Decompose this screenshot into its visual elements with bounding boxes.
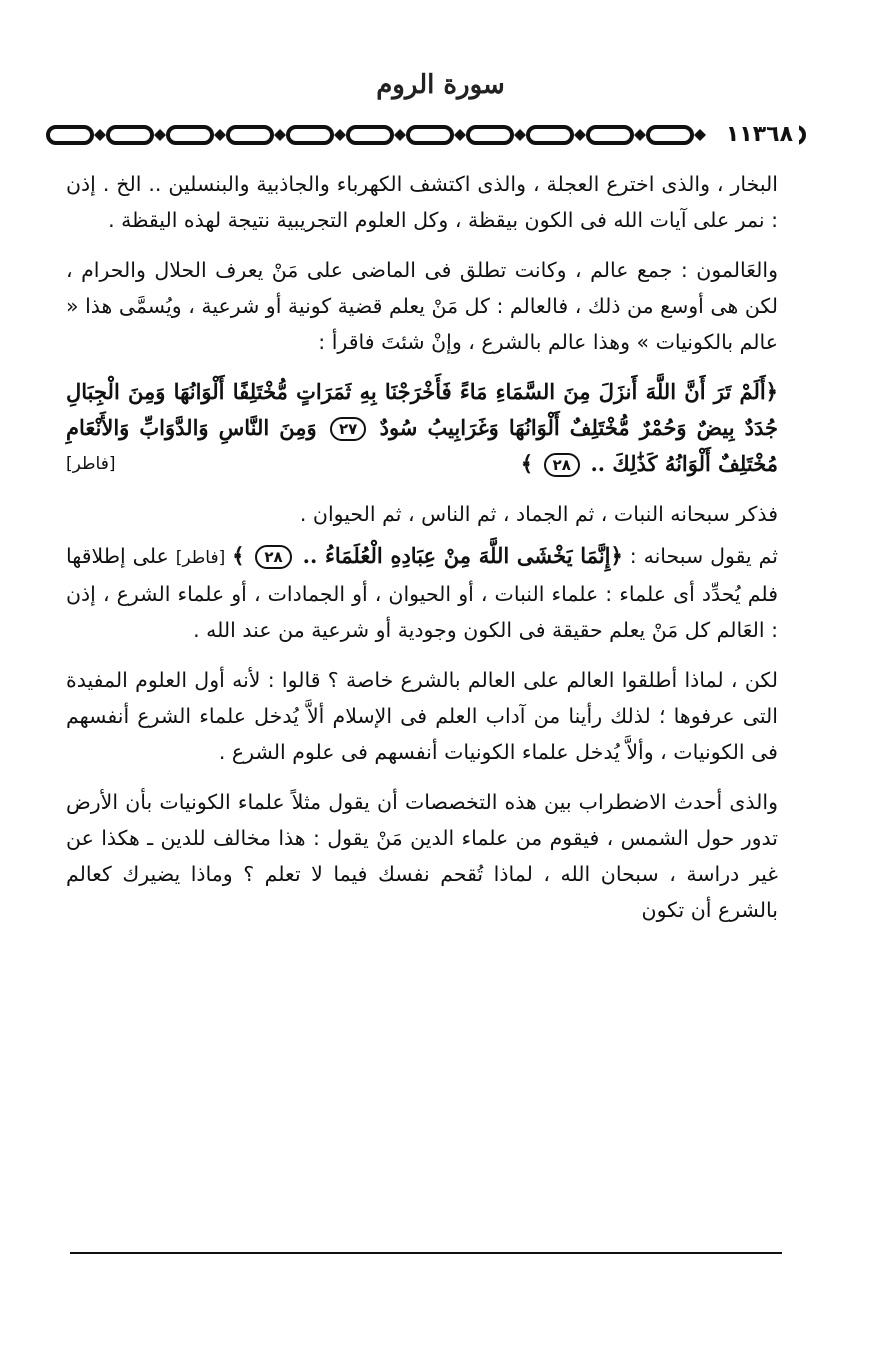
paragraph-6: والذى أحدث الاضطراب بين هذه التخصصات أن يقول مثلاً علماء الكونيات بأن الأرض تدور حول الشمس ، فيقوم من علماء الدين مَنْ يقول : هذا مخالف للدين ـ هكذا عن غير دراسة ، سبحان الله ، لماذا تُقحم نفسك فيما لا تعلم ؟ وماذا يضيرك كعالم بالشرع أن تكون xyxy=(66,790,778,922)
verse-number-28: ٢٨ xyxy=(544,453,580,477)
quran-verse-text-3: ﴿إِنَّمَا يَخْشَى اللَّهَ مِنْ عِبَادِهِ الْعُلَمَاءُ .. xyxy=(302,543,623,568)
surah-title: سورة الروم xyxy=(376,70,505,100)
surah-reference-2: [فاطر] xyxy=(175,548,226,568)
quran-verse-text-2: وَمِنَ النَّاسِ وَالدَّوَابِّ وَالأَنْعَامِ مُخْتَلِفٌ أَلْوَانُهُ كَذَٰلِكَ .. xyxy=(66,415,778,476)
page-number: ١١٣٦٨ xyxy=(720,122,799,148)
paragraph-4-rest: على إطلاقها فلم يُحدِّد أى علماء : علماء النبات ، أو الحيوان ، أو الجمادات ، أو علماء الشرع ، إذن : العَالم كل مَنْ يعلم حقيقة فى الكون وجودية أو شرعية من عند الله . xyxy=(66,544,778,642)
paragraph-5: لكن ، لماذا أطلقوا العالم على العالم بالشرع خاصة ؟ قالوا : لأنه أول العلوم المفيدة التى عرفوها ؛ لذلك رأينا من آداب العلم فى الإسلام ألاَّ يُدخل علماء الشرع أنفسهم فى الكونيات ، وألاَّ يُدخل علماء الكونيات أنفسهم فى علوم الشرع . xyxy=(66,668,778,764)
verse-number-27: ٢٧ xyxy=(330,417,366,441)
quran-close-bracket: ﴾ xyxy=(520,451,534,476)
verse-number-28-b: ٢٨ xyxy=(255,545,291,569)
paragraph-2: والعَالمون : جمع عالم ، وكانت تطلق فى الماضى على مَنْ يعرف الحلال والحرام ، لكن هى أوسع من ذلك ، فالعالم : كل مَنْ يعلم قضية كونية أو شرعية ، ويُسمَّى هذا « عالم بالكونيات » وهذا عالم بالشرع ، وإنْ شئتَ فاقرأ : xyxy=(66,258,778,354)
footer-divider xyxy=(70,1252,782,1254)
quran-close-bracket-2: ﴾ xyxy=(232,543,245,568)
quran-verse-text: ﴿أَلَمْ تَرَ أَنَّ اللَّهَ أَنزَلَ مِنَ السَّمَاءِ مَاءً فَأَخْرَجْنَا بِهِ ثَمَرَاتٍ مُّخْتَلِفًا أَلْوَانُهَا وَمِنَ الْجِبَالِ جُدَدٌ بِيضٌ وَحُمْرٌ مُّخْتَلِفٌ أَلْوَانُهَا وَغَرَابِيبُ سُودٌ xyxy=(66,379,778,440)
surah-reference: [فاطر] xyxy=(66,454,116,474)
body-text xyxy=(66,166,778,942)
quran-quote-fatir-27-28 xyxy=(66,374,778,482)
paragraph-4-intro: ثم يقول سبحانه : xyxy=(629,544,778,568)
ornamental-border xyxy=(46,120,806,150)
paragraph-1: البخار ، والذى اخترع العجلة ، والذى اكتشف الكهرباء والجاذبية والبنسلين .. الخ . إذن : نمر على آيات الله فى الكون بيقظة ، وكل العلوم التجريبية نتيجة لهذه اليقظة . xyxy=(66,172,778,232)
paragraph-4 xyxy=(66,538,778,648)
paragraph-3: فذكر سبحانه النبات ، ثم الجماد ، ثم الناس ، ثم الحيوان . xyxy=(299,502,778,526)
